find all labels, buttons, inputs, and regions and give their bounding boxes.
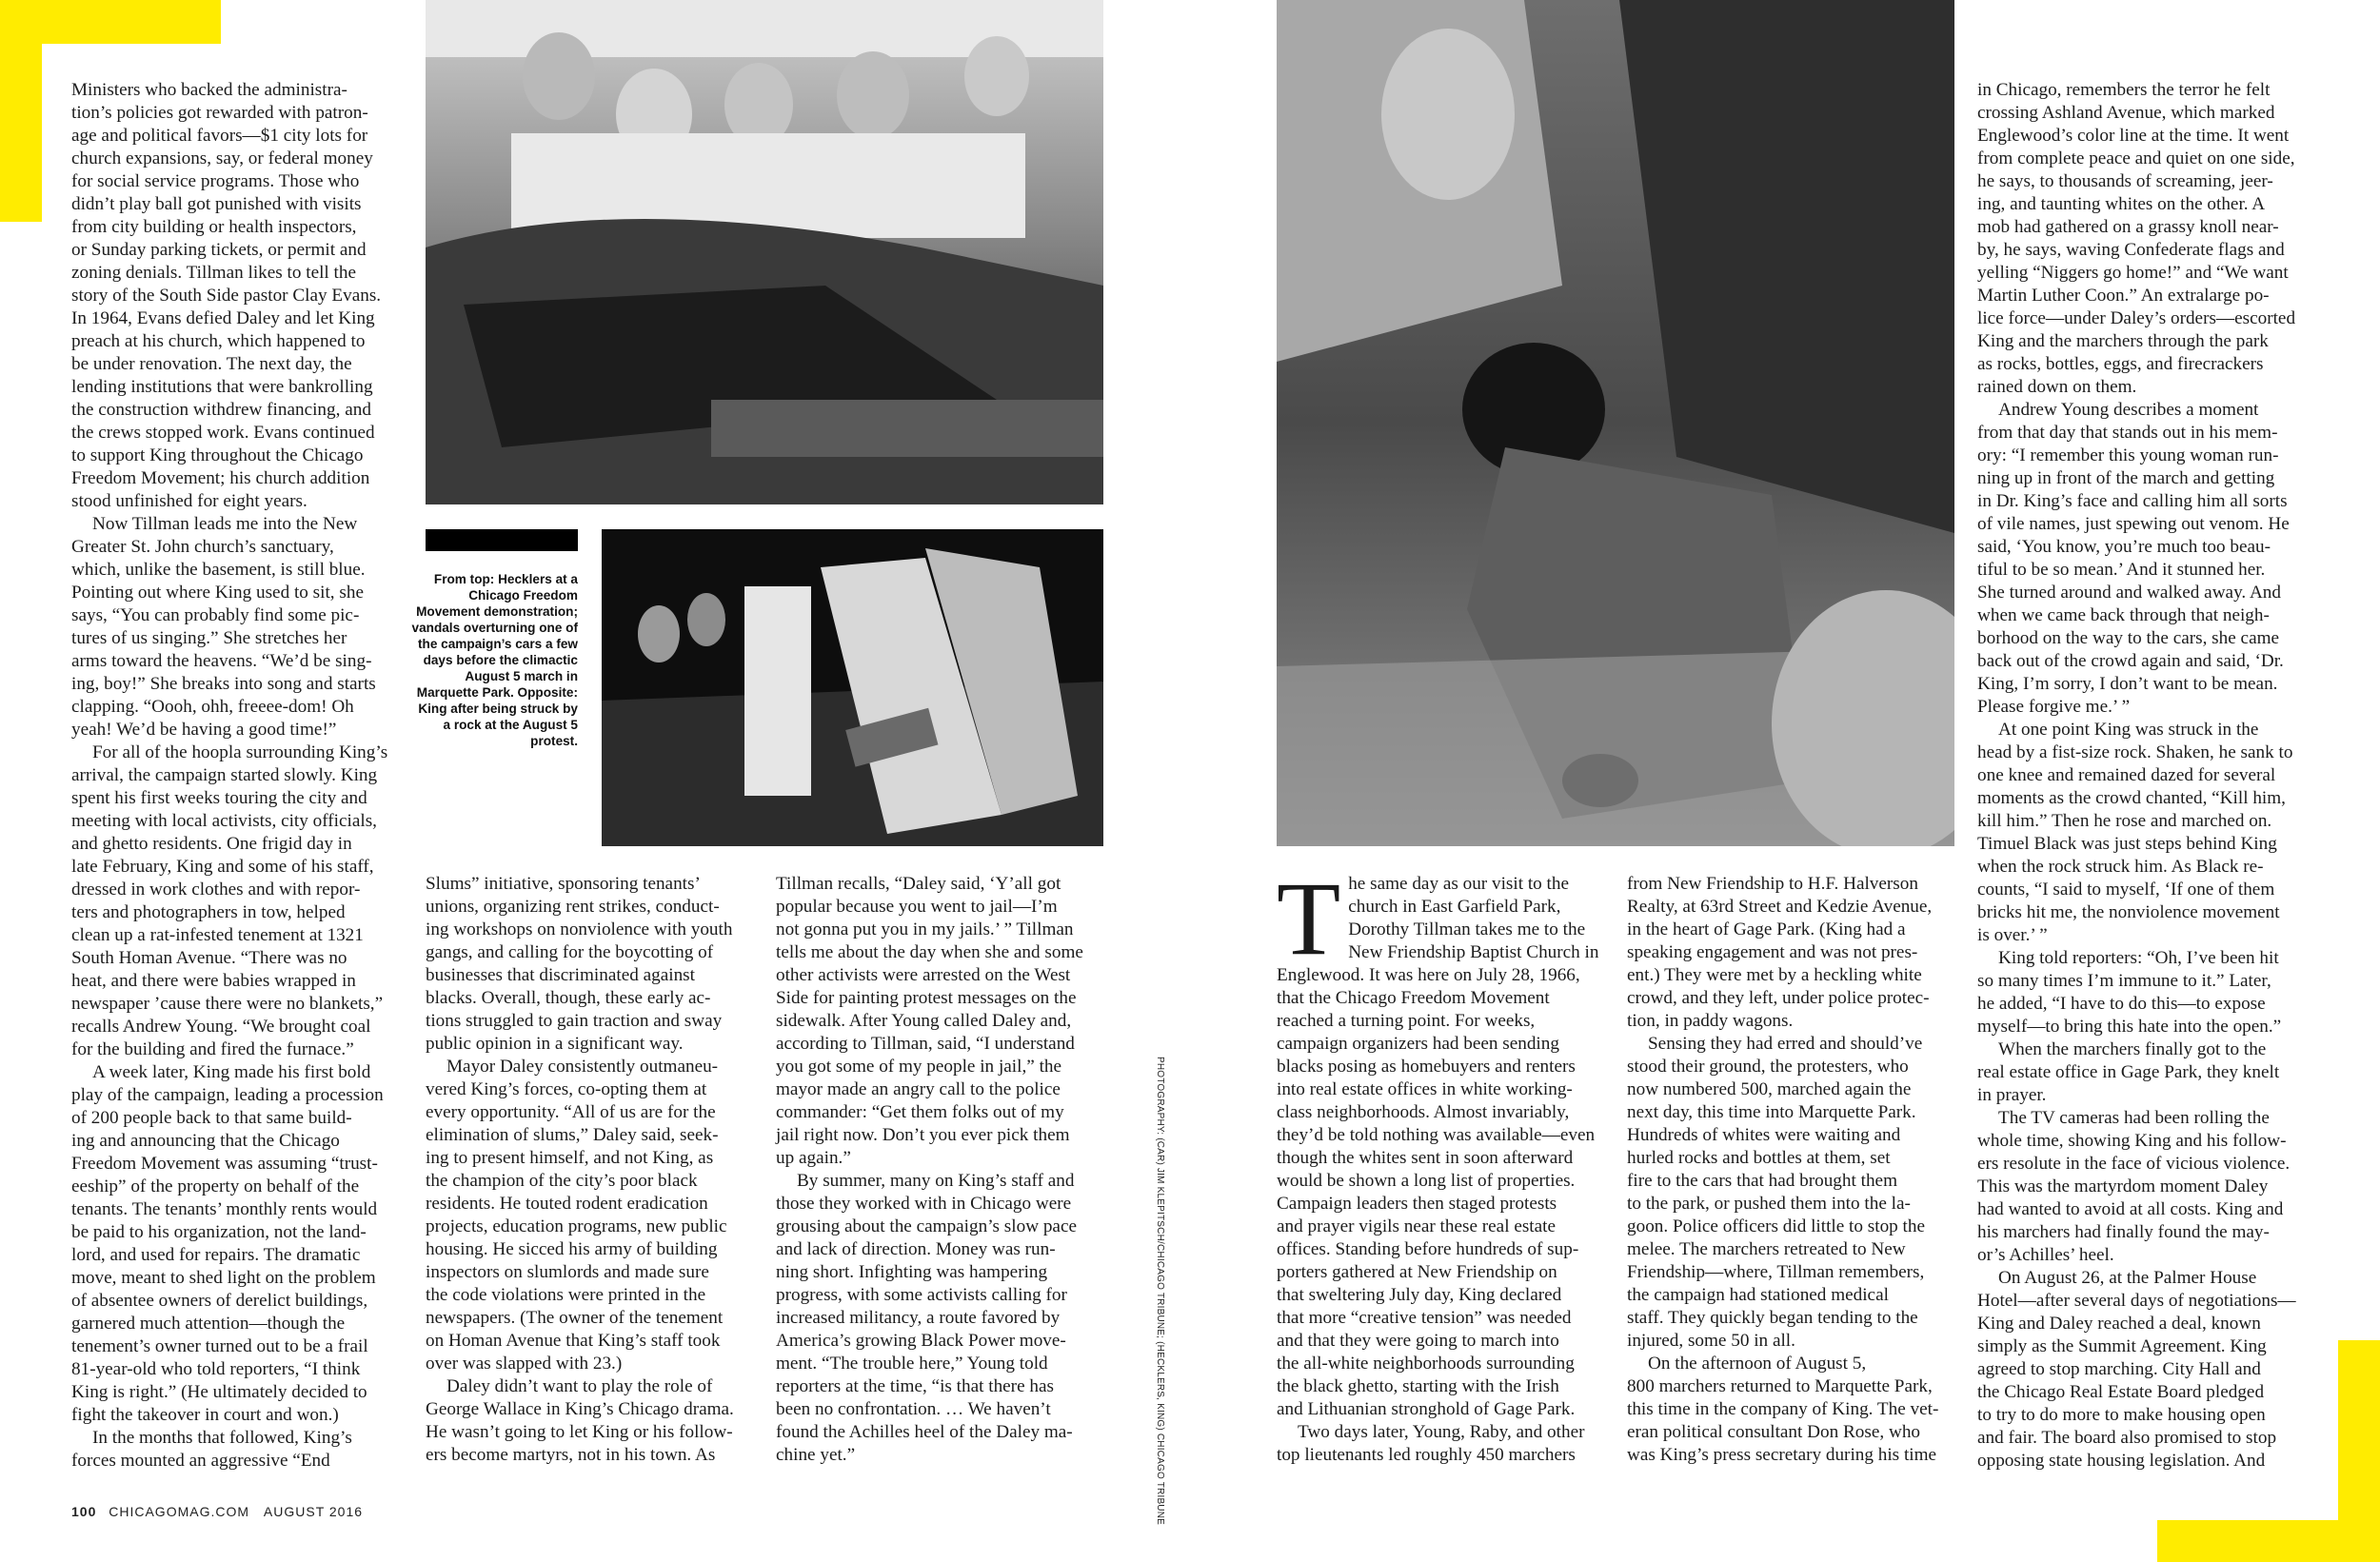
paragraph: On August 26, at the Palmer House Hotel—after several days of negotiations— King and Daley reached a deal, known simply as the Summit Agreement. King agreed to stop marching. City Hall and the Chicago Real Estate Board pledged to try to do more to make housing open and fair. The board also promised to stop opposing state housing legislation. And [1977,1268,2296,1471]
paragraph: from New Friendship to H.F. Halverson Realty, at 63rd Street and Kedzie Avenue, in the heart of Gage Park. (King had a speaking engagement and was not pres- ent.) They were met by a heckling white crowd, and they left, under police protec- tion, in paddy wagons. [1627,874,1933,1031]
body-column-1 [71,79,403,1473]
paragraph: Tillman recalls, “Daley said, ‘Y’all got popular because you went to jail—I’m not gonna put you in my jails.’ ” Tillman tells me about the day when she and some other activists were arrested on the West Side for painting protest messages on the sidewalk. After Young called Daley and, according to Tillman, said, “I understand you got some of my people in jail,” the mayor made an angry call to the police commander: “Get them folks out of my jail right now. Don’t you ever pick them up again.” [776,874,1083,1168]
paragraph: in Chicago, remembers the terror he felt crossing Ashland Avenue, which marked Englewood’s color line at the time. It went from complete peace and quiet on one side, he says, to thousands of screaming, jeer- ing, and taunting whites on the other. A mob had gathered on a grassy knoll near- by, he says, waving Confederate flags and yelling “Niggers go home!” and “We want Martin Luther Coon.” An extralarge po- lice force—under Daley’s orders—escorted King and the marchers through the park as rocks, bottles, eggs, and firecrackers rained down on them. [1977,80,2296,397]
paragraph: Daley didn’t want to play the role of George Wallace in King’s Chicago drama. He wasn’t going to let King or his follow- ers become martyrs, not in his town. As [426,1376,734,1465]
paragraph: When the marchers finally got to the real estate office in Gage Park, they knelt in prayer. [1977,1039,2280,1105]
paragraph: Andrew Young describes a moment from that day that stands out in his mem- ory: “I remember this young woman run- ning up in front of the march and getting in Dr. King’s face and calling him all sorts of vile names, just spewing out venom. He said, ‘You know, you’re much too beau- tiful to be so mean.’ And it stunned her. She turned around and walked away. And when we came back through that neigh- borhood on the way to the cars, she came back out of the crowd again and said, ‘Dr. King, I’m sorry, I don’t want to be mean. Please forgive me.’ ” [1977,400,2290,717]
paragraph: For all of the hoopla surrounding King’s arrival, the campaign started slowly. King spent his first weeks touring the city and meeting with local activists, city officials, and ghetto residents. One frigid day in late February, King and some of his staff, dressed in work clothes and with repor- ters and photographers in tow, helped clean up a rat-infested tenement at 1321 South Homan Avenue. “There was no heat, and there were babies wrapped in newspaper ’cause there were no blankets,” recalls Andrew Young. “We brought coal for the building and fired the furnace.” [71,742,388,1059]
paragraph: The TV cameras had been rolling the whole time, showing King and his follow- ers resolute in the face of vicious violence. This was the martyrdom moment Daley had wanted to avoid at all costs. King and his marchers had finally found the may- or’s Achilles’ heel. [1977,1108,2291,1265]
yellow-corner-accent-top-left-bar [0,0,42,222]
body-column-2a [426,873,753,1467]
paragraph: Slums” initiative, sponsoring tenants’ unions, organizing rent strikes, conduct- ing workshops on nonviolence with youth gangs, and calling for the boycotting of businesses that discriminated against blacks. Overall, though, these early ac- tions struggled to gain traction and sway public opinion in a significant way. [426,874,733,1054]
paragraph: Now Tillman leads me into the New Greater St. John church’s sanctuary, which, unlike the basement, is still blue. Pointing out where King used to sit, she says, “You can probably find some pic- tures of us singing.” She stretches her arms toward the heavens. “We’d be sing- ing, boy!” She breaks into song and starts clapping. “Oooh, ohh, freeee-dom! Oh yeah! We’d be having a good time!” [71,514,376,740]
body-column-3 [776,873,1103,1467]
paragraph: Sensing they had erred and should’ve stood their ground, the protesters, who now numbered 500, marched again the next day, this time into Marquette Park. Hundreds of whites were waiting and hurled rocks and bottles at them, set fire to the cars that had brought them to the park, or pushed them into the la- goon. Police officers did little to stop the melee. The marchers retreated to New Friendship—where, Tillman remembers, the campaign had stationed medical staff. They quickly began tending to the injured, some 50 in all. [1627,1034,1925,1351]
paragraph: In the months that followed, King’s forces mounted an aggressive “End [71,1428,352,1471]
king-struck-image [1277,0,1954,846]
hecklers-photo-image [426,0,1103,504]
paragraph: Two days later, Young, Raby, and other top lieutenants led roughly 450 marchers [1277,1422,1585,1465]
paragraph: On the afternoon of August 5, 800 marchers returned to Marquette Park, this time in the company of King. The vet- eran political consultant Don Rose, who was King’s press secretary during his time [1627,1354,1939,1465]
hecklers-photo [426,0,1103,504]
paragraph: A week later, King made his first bold play of the campaign, leading a procession of 200 people back to that same build- ing and announcing that the Chicago Freedom Movement was assuming “trust- eeship” of the property on behalf of the tenants. The tenants’ monthly rents would be paid to his organization, not the land- lord, and used for repairs. The dramatic move, meant to shed light on the problem of absentee owners of derelict buildings, garnered much attention—though the tenement’s owner turned out to be a frail 81-year-old who told reporters, “I think King is right.” (He ultimately decided to fight the takeover in court and won.) [71,1062,384,1425]
photo-credit: PHOTOGRAPHY: (CAR) JIM KLEPITSCH/CHICAGO TRIBUNE; (HECKLERS, KING) CHICAGO TRIBUNE [1155,1057,1165,1526]
body-column-4 [1277,860,1604,1467]
photo-caption: From top: Hecklers at a Chicago Freedom Movement demonstration; vandals overturning one of the campaign’s cars a few days before the climactic August 5 march in Marquette Park. Opposite: King after being struck by a rock at the August 5 protest. [411,572,578,748]
page-folio [71,1504,363,1519]
overturned-car-photo [602,529,1103,846]
yellow-corner-accent-bottom-right-bar [2338,1340,2380,1562]
king-struck-photo [1277,0,1954,846]
caption-black-bar [426,529,578,551]
paragraph: King told reporters: “Oh, I’ve been hit so many times I’m immune to it.” Later, he added, “I have to do this—to expose myself—to bring this hate into the open.” [1977,948,2282,1037]
body-column-5 [1627,873,1954,1467]
issue-date: AUGUST 2016 [263,1504,364,1519]
overturned-car-image [602,529,1103,846]
paragraph: At one point King was struck in the head by a fist-size rock. Shaken, he sank to one knee and remained dazed for several moments as the crowd chanted, “Kill him, kill him.” Then he rose and marched on. Timuel Black was just steps behind King when the rock struck him. As Black re- counts, “I said to myself, ‘If one of them bricks hit me, the nonviolence movement is over.’ ” [1977,720,2293,945]
paragraph: he same day as our visit to the church in East Garfield Park, Dorothy Tillman takes me to the New Friendship Baptist Church in Englewood. It was here on July 28, 1966, that the Chicago Freedom Movement reached a turning point. For weeks, campaign organizers had been sending blacks posing as homebuyers and renters into real estate offices in white working- class neighborhoods. Almost invariably, they’d be told nothing was available—even though the whites sent in soon afterward would be shown a long list of properties. Campaign leaders then staged protests and prayer vigils near these real estate offices. Standing before hundreds of sup- porters gathered at New Friendship on that sweltering July day, King declared that more “creative tension” was needed and that they were going to march into the all-white neighborhoods surrounding the black ghetto, starting with the Irish and Lithuanian stronghold of Gage Park. [1277,874,1599,1419]
site-name: CHICAGOMAG.COM [109,1504,250,1519]
body-column-6 [1977,79,2309,1473]
page-number: 100 [71,1504,97,1519]
paragraph: Ministers who backed the administra- tion’s policies got rewarded with patron- age and political favors—$1 city lots for church expansions, say, or federal money for social service programs. Those who didn’t play ball got punished with visits from city building or health inspectors, or Sunday parking tickets, or permit and zoning denials. Tillman likes to tell the story of the South Side pastor Clay Evans. In 1964, Evans defied Daley and let King preach at his church, which happened to be under renovation. The next day, the lending institutions that were bankrolling the construction withdrew financing, and the crews stopped work. Evans continued to support King throughout the Chicago Freedom Movement; his church addition stood unfinished for eight years. [71,80,382,511]
paragraph: By summer, many on King’s staff and those they worked with in Chicago were grousing about the campaign’s slow pace and lack of direction. Money was run- ning short. Infighting was hampering progress, with some activists calling for increased militancy, a route favored by America’s growing Black Power move- ment. “The trouble here,” Young told reporters at the time, “is that there has been no confrontation. … We haven’t found the Achilles heel of the Daley ma- chine yet.” [776,1171,1077,1465]
paragraph: Mayor Daley consistently outmaneu- vered King’s forces, co-opting them at every opportunity. “All of us are for the elimination of slums,” Daley said, seek- ing to present himself, and not King, as the champion of the city’s poor black residents. He touted rodent eradication projects, education programs, new public housing. He sicced his army of building inspectors on slumlords and made sure the code violations were printed in the newspapers. (The owner of the tenement on Homan Avenue that King’s staff took over was slapped with 23.) [426,1057,727,1374]
drop-cap: T [1277,860,1341,977]
